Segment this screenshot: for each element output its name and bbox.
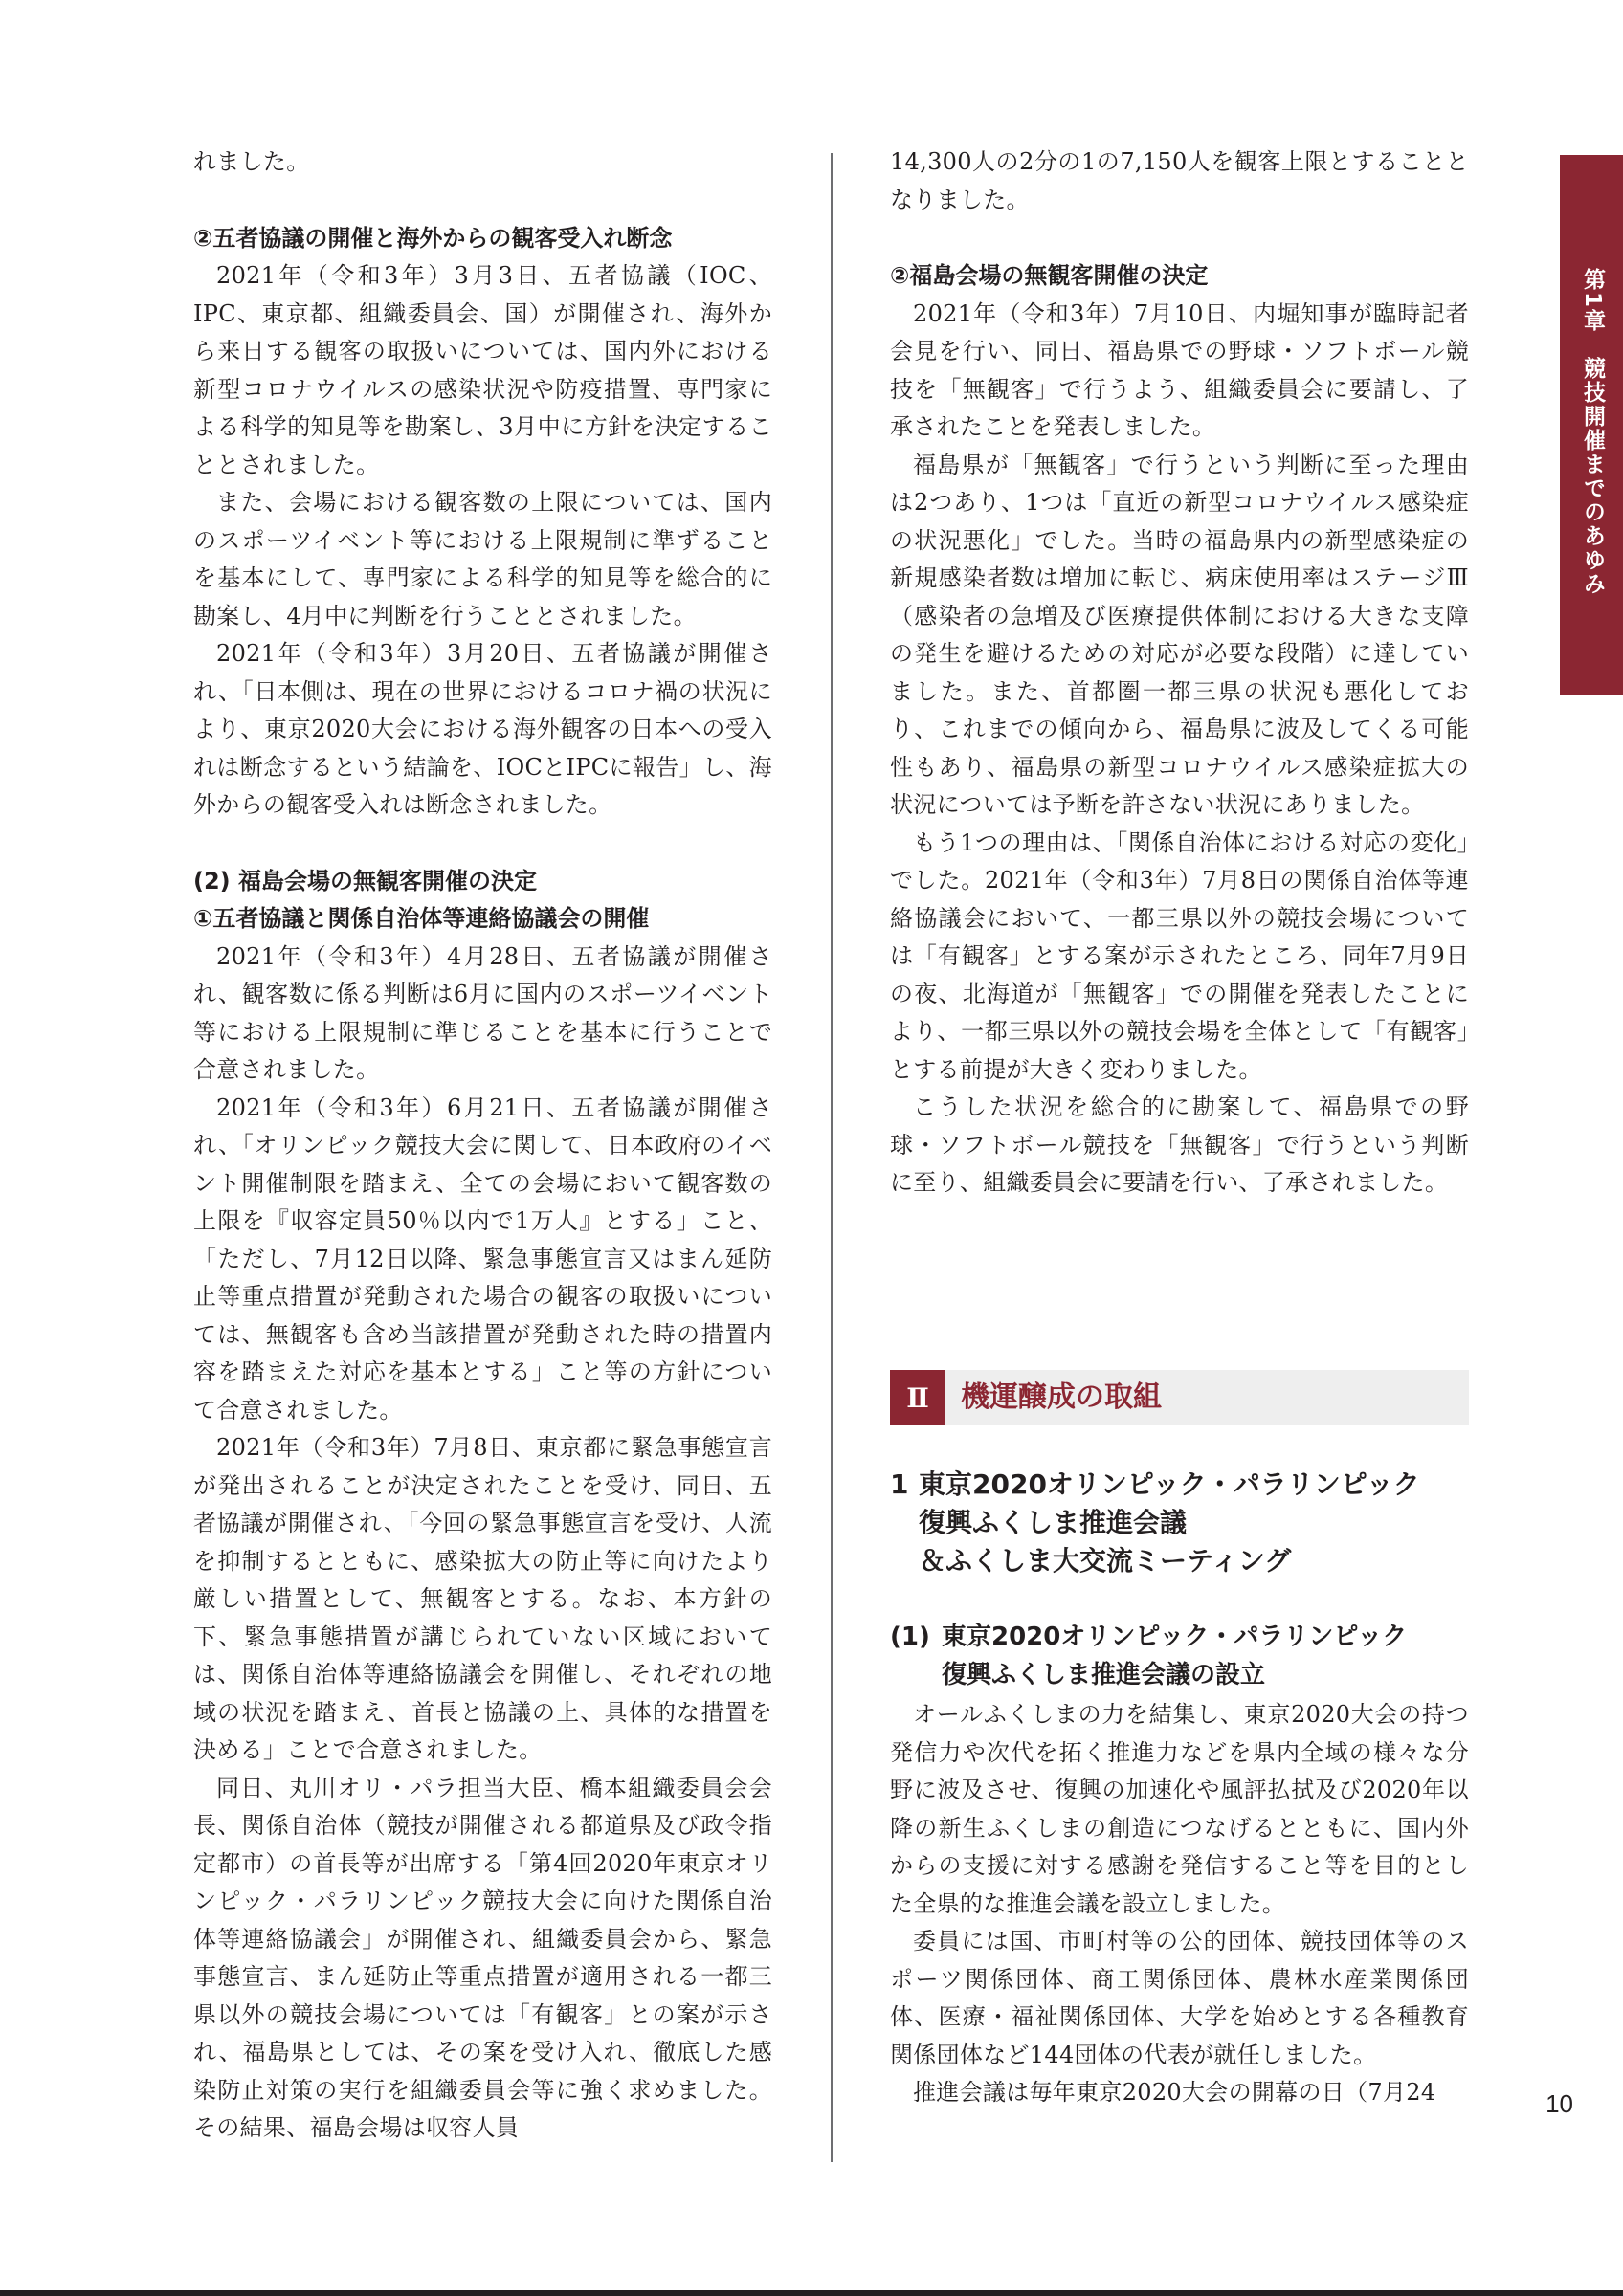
paragraph: 2021年（令和3年）4月28日、五者協議が開催され、観客数に係る判断は6月に国内のスポーツイベント等における上限規制に準じることを基本に行うことで合意されました。	[193, 942, 772, 1083]
column-divider	[831, 153, 833, 2162]
page-number: 10	[1545, 2089, 1573, 2118]
chapter-tab-label: 第1章 競技開催までのあゆみ	[1580, 268, 1605, 597]
paragraph: 2021年（令和3年）7月10日、内堀知事が臨時記者会見を行い、同日、福島県での野球・ソフトボール競技を「無観客」で行うよう、組織委員会に要請し、了承されたことを発表しました。	[890, 299, 1469, 440]
topic-heading	[890, 1466, 1469, 1580]
section-heading: (2) 福島会場の無観客開催の決定	[193, 867, 537, 894]
topic-title-line: ＆ふくしま大交流ミーティング	[919, 1545, 1292, 1577]
paragraph: こうした状況を総合的に勘案して、福島県での野球・ソフトボール競技を「無観客」で行うという判断に至り、組織委員会に要請を行い、了承されました。	[890, 1093, 1469, 1196]
subsection-heading	[890, 1618, 1469, 1694]
chapter-tab	[1560, 155, 1623, 695]
subsection-number: (1)	[890, 1623, 930, 1651]
subheading: ②五者協議の開催と海外からの観客受入れ断念	[193, 224, 673, 252]
paragraph: 福島県が「無観客」で行うという判断に至った理由は2つあり、1つは「直近の新型コロナウイルス感染症の状況悪化」でした。当時の福島県内の新型感染症の新規感染者数は増加に転じ、病床使用率はステージⅢ（感染者の急増及び医療提供体制における大きな支障の発生を避けるための対応が必要な段階）に達していました。また、首都圏一都三県の状況も悪化しており、これまでの傾向から、福島県に波及してくる可能性もあり、福島県の新型コロナウイルス感染症拡大の状況については予断を許さない状況にありました。	[890, 451, 1469, 818]
paragraph: オールふくしまの力を結集し、東京2020大会の持つ発信力や次代を拓く推進力などを県内全域の様々な分野に波及させ、復興の加速化や風評払拭及び2020年以降の新生ふくしまの創造につなげるとともに、国内外からの支援に対する感謝を発信すること等を目的とした全県的な推進会議を設立しました。	[890, 1701, 1469, 1917]
subsection-title-line: 復興ふくしま推進会議の設立	[942, 1661, 1266, 1689]
right-column	[890, 144, 1469, 1203]
paragraph: 同日、丸川オリ・パラ担当大臣、橋本組織委員会会長、関係自治体（競技が開催される都道県及び政令指定都市）の首長等が出席する「第4回2020年東京オリンピック・パラリンピック競技大会に向けた関係自治体等連絡協議会」が開催され、組織委員会から、緊急事態宣言、まん延防止等重点措置が適用される一都三県以外の競技会場については「有観客」との案が示され、福島県としては、その案を受け入れ、徹底した感染防止対策の実行を組織委員会等に強く求めました。その結果、福島会場は収容人員	[193, 1774, 772, 2141]
paragraph: 推進会議は毎年東京2020大会の開幕の日（7月24	[913, 2079, 1436, 2106]
subsection-title-line: 東京2020オリンピック・パラリンピック	[942, 1623, 1408, 1651]
paragraph: もう1つの理由は、「関係自治体における対応の変化」でした。2021年（令和3年）7月8日の関係自治体等連絡協議会において、一都三県以外の競技会場については「有観客」とする案が示されたところ、同年7月9日の夜、北海道が「無観客」での開催を発表したことにより、一都三県以外の競技会場を全体として「有観客」とする前提が大きく変わりました。	[890, 828, 1469, 1083]
section-title: 機運醸成の取組	[961, 1380, 1162, 1414]
subheading: ②福島会場の無観客開催の決定	[890, 262, 1209, 289]
paragraph: 2021年（令和3年）6月21日、五者協議が開催され、「オリンピック競技大会に関して、日本政府のイベント開催制限を踏まえ、全ての会場において観客数の上限を『収容定員50％以内で1万人』とする」こと、「ただし、7月12日以降、緊急事態宣言又はまん延防止等重点措置が発動された場合の観客の取扱いについては、無観客も含め当該措置が発動された時の措置内容を踏まえた対応を基本とする」こと等の方針について合意されました。	[193, 1093, 772, 1424]
subheading: ①五者協議と関係自治体等連絡協議会の開催	[193, 905, 650, 932]
left-column	[193, 144, 772, 2148]
section-header	[890, 1370, 1469, 1425]
bottom-rule	[0, 2290, 1623, 2296]
topic-number: 1	[890, 1468, 909, 1500]
paragraph: また、会場における観客数の上限については、国内のスポーツイベント等における上限規制に準ずることを基本にして、専門家による科学的知見等を総合的に勘案し、4月中に判断を行うこととされました。	[193, 489, 772, 629]
topic-title-line: 復興ふくしま推進会議	[919, 1507, 1188, 1538]
paragraph: 2021年（令和3年）3月20日、五者協議が開催され、「日本側は、現在の世界におけるコロナ禍の状況により、東京2020大会における海外観客の日本への受入れは断念するという結論を、IOCとIPCに報告」し、海外からの観客受入れは断念されました。	[193, 640, 772, 818]
paragraph: れました。	[193, 148, 310, 175]
paragraph: 委員には国、市町村等の公的団体、競技団体等のスポーツ関係団体、商工関係団体、農林水産業関係団体、医療・福祉関係団体、大学を始めとする各種教育関係団体など144団体の代表が就任しました。	[890, 1928, 1469, 2068]
paragraph: 2021年（令和3年）7月8日、東京都に緊急事態宣言が発出されることが決定されたことを受け、同日、五者協議が開催され、「今回の緊急事態宣言を受け、人流を抑制するとともに、感染拡大の防止等に向けたより厳しい措置として、無観客とする。なお、本方針の下、緊急事態措置が講じられていない区域においては、関係自治体等連絡協議会を開催し、それぞれの地域の状況を踏まえ、首長と協議の上、具体的な措置を決める」ことで合意されました。	[193, 1434, 772, 1763]
paragraph: 14,300人の2分の1の7,150人を観客上限とすることとなりました。	[890, 148, 1469, 213]
right-column-lower	[890, 1696, 1469, 2112]
section-number: Ⅱ	[890, 1370, 945, 1425]
paragraph: 2021年（令和3年）3月3日、五者協議（IOC、IPC、東京都、組織委員会、国）が開催され、海外から来日する観客の取扱いについては、国内外における新型コロナウイルスの感染状況や防疫措置、専門家による科学的知見等を勘案し、3月中に方針を決定することとされました。	[193, 262, 772, 478]
topic-title-line: 東京2020オリンピック・パラリンピック	[919, 1468, 1420, 1500]
